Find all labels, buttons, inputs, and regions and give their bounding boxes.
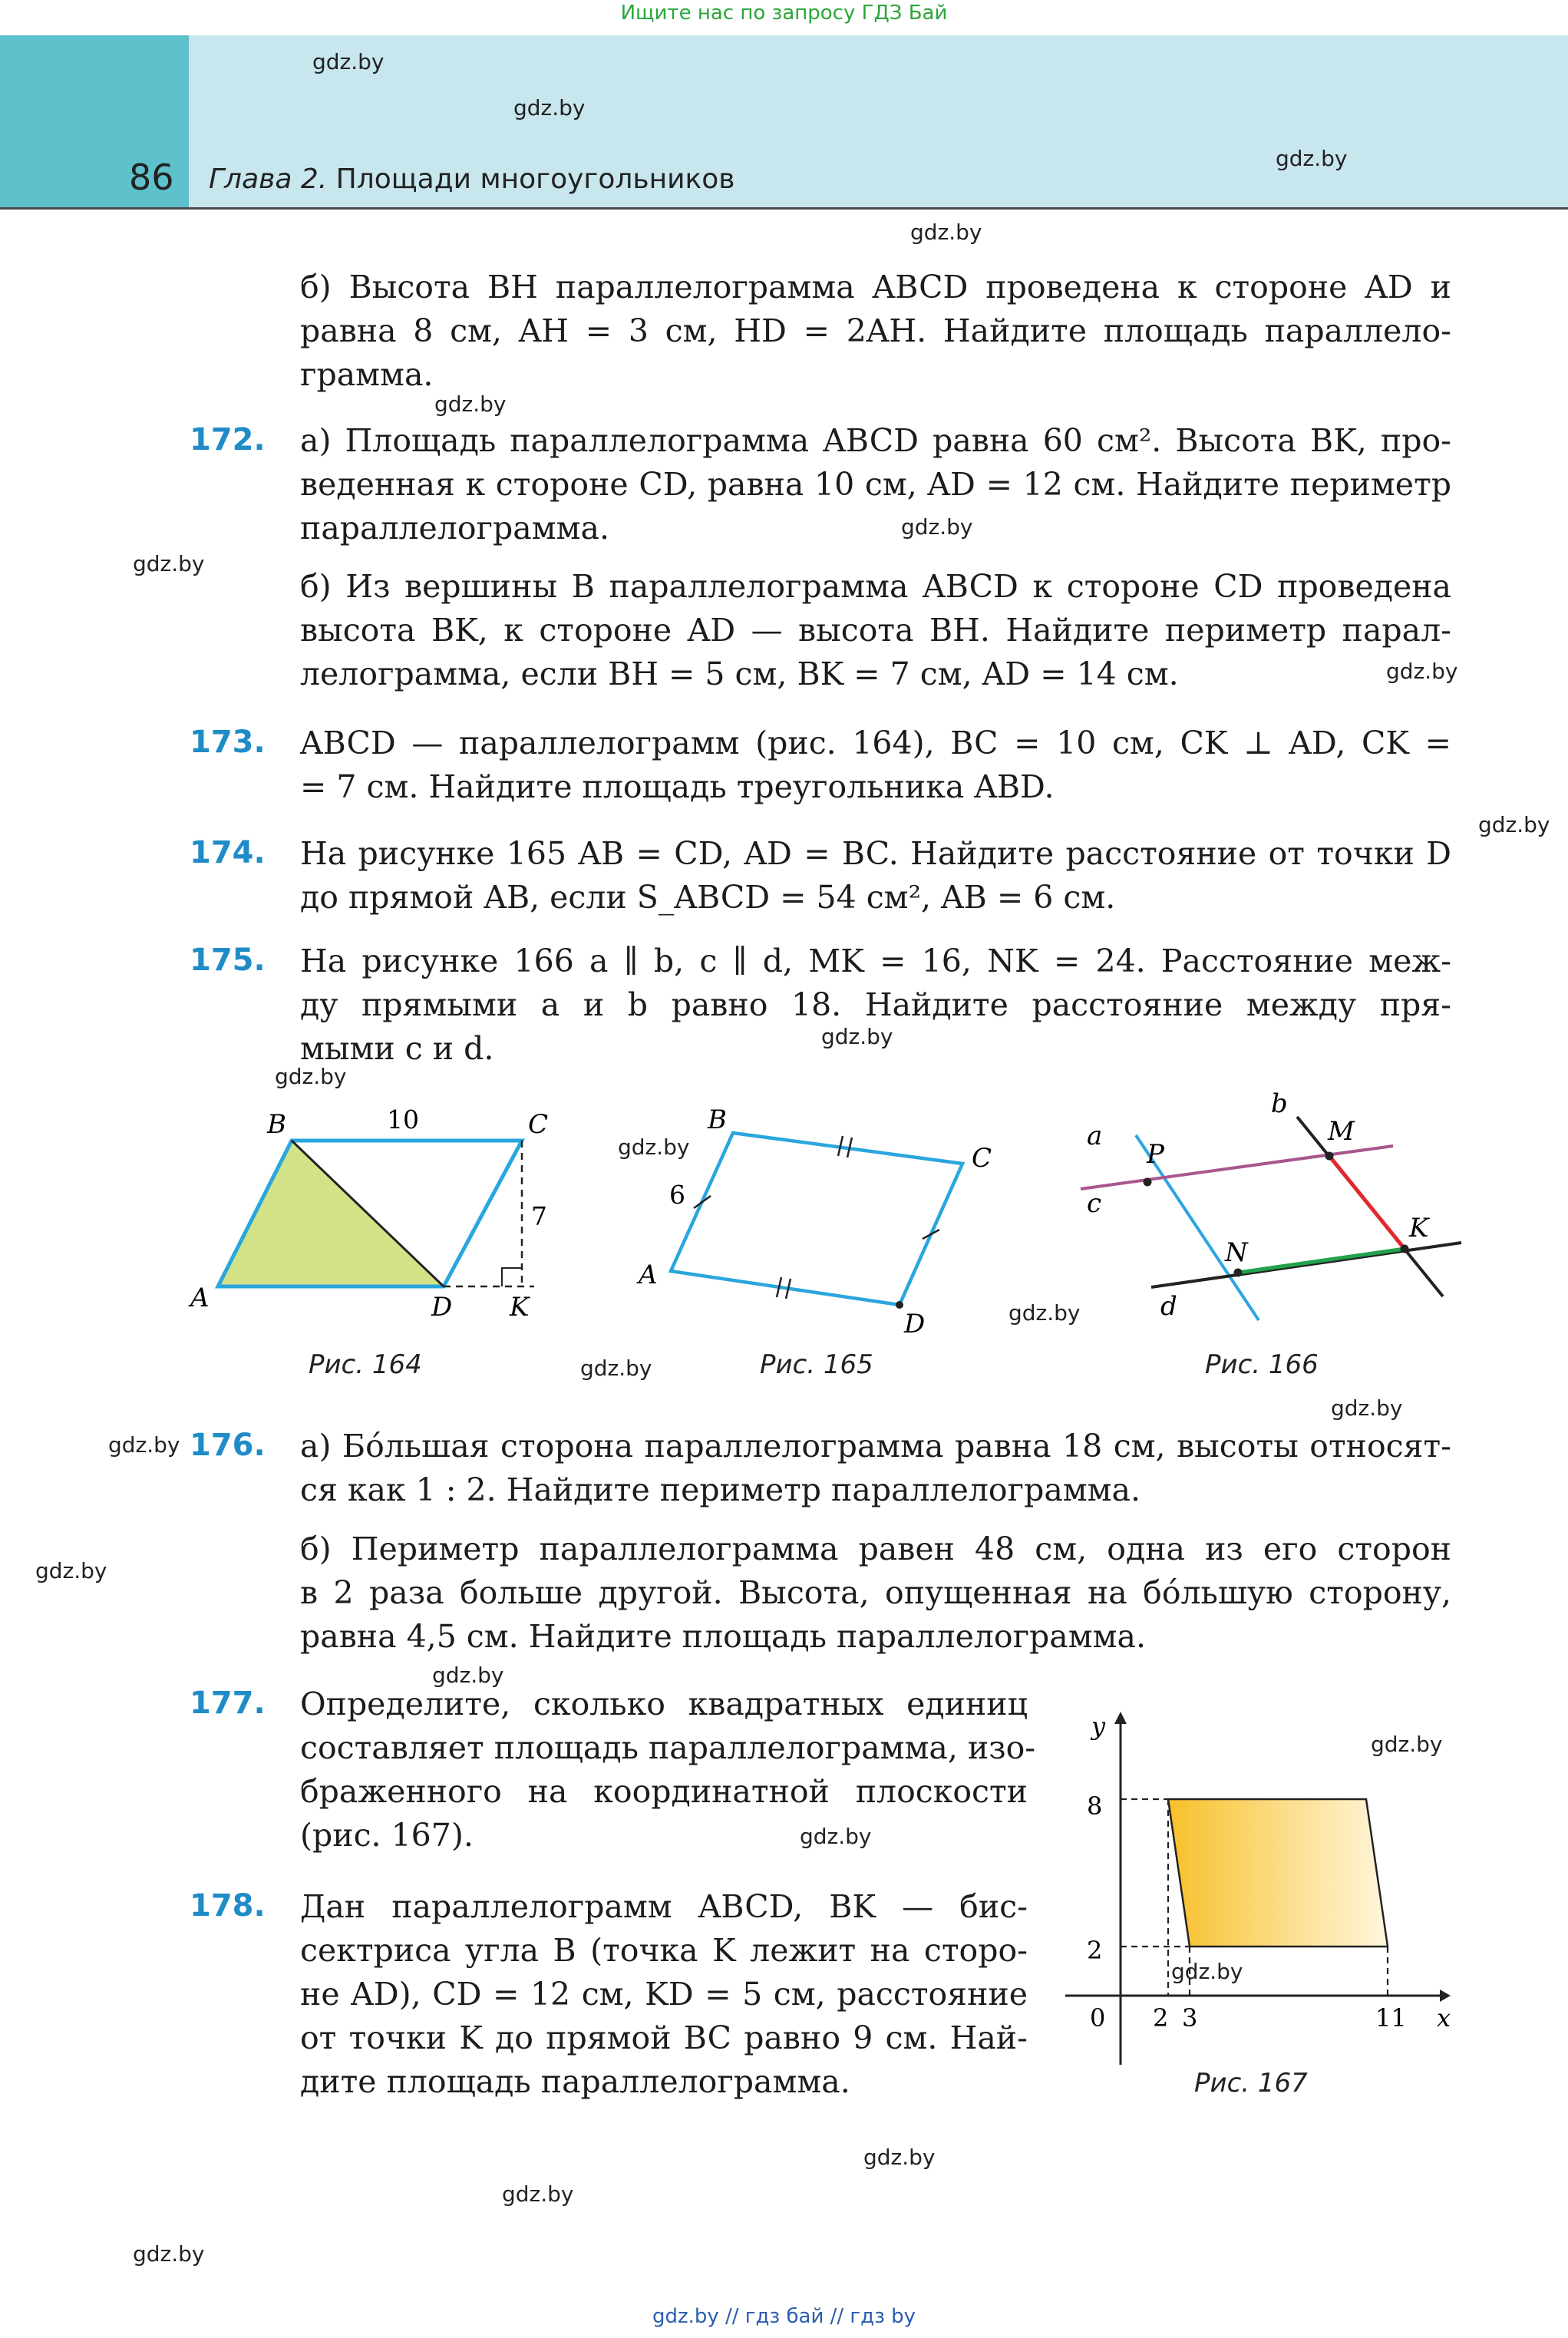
watermark: gdz.by [35,1558,107,1583]
watermark: gdz.by [1371,1732,1443,1757]
label-n: N [1225,1237,1248,1268]
text-line: б) Периметр параллелограмма равен 48 см, одна из его сторон [300,1531,1451,1567]
point-d [896,1301,903,1309]
text-line: грамма. [300,356,434,393]
text-line: не AD), CD = 12 см, KD = 5 см, расстояние [300,1976,1028,2013]
tick-y-8: 8 [1087,1791,1103,1821]
text-line: до прямой AB, если S_ABCD = 54 см², AB = 6 см. [300,879,1116,916]
label-d: D [431,1292,453,1323]
line-c [1081,1146,1393,1189]
line-d [1151,1243,1461,1287]
label-a: a [1087,1121,1103,1151]
figure-164 [184,1090,599,1336]
label-b: B [708,1105,727,1135]
watermark: gdz.by [1386,659,1458,684]
label-bc-length: 10 [387,1105,419,1134]
problem-173 [300,722,1451,809]
problem-number: 176. [190,1428,266,1463]
watermark: gdz.by [618,1134,690,1160]
top-banner[interactable]: Ищите нас по запросу ГДЗ Бай [620,2,948,25]
tick-x-11: 11 [1375,2003,1407,2033]
header-rule [0,207,1568,210]
text-line: в 2 раза больше другой. Высота, опущенная на бо́льшую сторону, [300,1574,1451,1611]
problem-172b [300,565,1451,696]
label-b: b [1271,1088,1288,1119]
text-line: высота BK, к стороне AD — высота BH. Найдите периметр парал- [300,612,1451,649]
triangle-abd [218,1141,444,1286]
text-line: равна 4,5 см. Найдите площадь параллелограмма. [300,1618,1146,1655]
x-axis-label: x [1437,2003,1451,2033]
label-ab-length: 6 [669,1180,685,1210]
tick-y-2: 2 [1087,1936,1103,1965]
segment-nk [1238,1249,1405,1273]
problem-175 [300,939,1451,1071]
problem-176a [300,1425,1451,1512]
watermark: gdz.by [821,1024,893,1049]
text-line: На рисунке 165 AB = CD, AD = BC. Найдите расстояние от точки D [300,835,1451,872]
text-line: ся как 1 : 2. Найдите периметр параллелограмма. [300,1471,1141,1508]
problem-171b [300,266,1451,397]
parallelogram-abcd [671,1133,962,1305]
problem-174 [300,832,1451,920]
tick-x-2: 2 [1153,2003,1169,2033]
text-line: (рис. 167). [300,1817,474,1854]
text-line: сектриса угла B (точка K лежит на сторо- [300,1932,1028,1969]
text-line: = 7 см. Найдите площадь треугольника ABD. [300,768,1055,805]
text-line: браженного на координатной плоскости [300,1773,1028,1810]
label-a: A [190,1283,210,1313]
text-line: мыми c и d. [300,1030,494,1067]
point-p [1144,1178,1152,1187]
problem-178 [300,1885,1028,2104]
problem-176b [300,1527,1451,1659]
label-a: A [639,1260,658,1290]
watermark: gdz.by [863,2145,936,2170]
text-line: а) Бо́льшая сторона параллелограмма равна 18 см, высоты относят- [300,1428,1451,1465]
watermark: gdz.by [133,551,205,576]
text-line: веденная к стороне CD, равна 10 см, AD = 12 см. Найдите периметр [300,466,1451,503]
watermark: gdz.by [1008,1300,1081,1326]
watermark: gdz.by [432,1663,504,1688]
watermark: gdz.by [1171,1959,1243,1984]
chapter-title [209,163,735,195]
chapter-name: Площади многоугольников [335,163,735,195]
right-angle-mark [502,1268,522,1286]
tick-origin: 0 [1090,2003,1106,2033]
figure-165-caption: Рис. 165 [760,1349,873,1380]
point-m [1325,1152,1334,1161]
label-b: B [267,1109,286,1140]
watermark: gdz.by [133,2241,205,2267]
text-line: Определите, сколько квадратных единиц [300,1686,1028,1722]
watermark: gdz.by [1331,1395,1403,1421]
watermark: gdz.by [1276,146,1348,171]
parallelogram [1168,1799,1388,1947]
problem-number: 174. [190,835,266,870]
label-d: D [904,1309,926,1339]
tick-x-3: 3 [1182,2003,1198,2033]
label-ck-length: 7 [531,1201,547,1231]
label-p: P [1147,1139,1164,1170]
text-line: На рисунке 166 a ∥ b, c ∥ d, MK = 16, NK = 24. Расстояние меж- [300,943,1451,979]
watermark: gdz.by [910,220,982,245]
problem-172a [300,419,1451,550]
text-line: лелограмма, если BH = 5 см, BK = 7 см, AD = 14 см. [300,655,1179,692]
y-axis-label: y [1091,1712,1106,1741]
text-line: от точки K до прямой BC равно 9 см. Най- [300,2019,1028,2056]
label-k: K [510,1292,530,1323]
figure-166 [1067,1086,1481,1339]
problem-number: 178. [190,1888,266,1924]
label-c: C [528,1109,549,1140]
x-axis-arrow [1440,1990,1451,2002]
figure-167 [1059,1704,1458,2088]
y-axis-arrow [1114,1712,1127,1724]
watermark: gdz.by [434,391,507,417]
figure-167-caption: Рис. 167 [1194,2068,1308,2099]
text-line: параллелограмма. [300,510,609,547]
label-k: K [1409,1213,1429,1243]
problem-number: 173. [190,725,266,760]
figure-165 [629,1098,1013,1343]
problem-177 [300,1683,1036,1858]
problem-number: 177. [190,1686,266,1721]
watermark: gdz.by [312,49,385,74]
footer-links[interactable]: gdz.by // гдз бай // гдз by [652,2305,916,2328]
label-c: c [1087,1188,1102,1219]
text-line: дите площадь параллелограмма. [300,2063,850,2100]
text-line: Дан параллелограмм ABCD, BK — бис- [300,1888,1028,1925]
watermark: gdz.by [275,1064,347,1089]
point-k [1401,1245,1409,1253]
text-line: а) Площадь параллелограмма ABCD равна 60 см². Высота BK, про- [300,422,1451,459]
text-line: ABCD — параллелограмм (рис. 164), BC = 10 см, CK ⊥ AD, CK = [300,725,1451,761]
label-c: C [972,1143,992,1174]
chapter-prefix: Глава 2. [209,163,328,195]
watermark: gdz.by [800,1824,872,1849]
watermark: gdz.by [1478,812,1550,837]
watermark: gdz.by [108,1432,180,1458]
text-line: б) Из вершины B параллелограмма ABCD к стороне CD проведена [300,568,1451,605]
problem-number: 172. [190,422,266,457]
text-line: ду прямыми a и b равно 18. Найдите расстояние между пря- [300,986,1451,1023]
watermark: gdz.by [502,2181,574,2207]
figure-164-caption: Рис. 164 [309,1349,422,1380]
label-m: M [1328,1116,1355,1147]
label-d: d [1160,1291,1177,1322]
figure-166-caption: Рис. 166 [1205,1349,1319,1380]
point-n [1234,1269,1243,1277]
watermark: gdz.by [513,95,586,121]
segment-mk [1329,1156,1405,1249]
watermark: gdz.by [580,1356,652,1381]
page-number: 86 [129,157,174,198]
problem-number: 175. [190,943,266,978]
text-line: составляет площадь параллелограмма, изо- [300,1729,1036,1766]
text-line: б) Высота BH параллелограмма ABCD проведена к стороне AD и [300,269,1451,305]
text-line: равна 8 см, AH = 3 см, HD = 2AH. Найдите площадь параллело- [300,312,1451,349]
watermark: gdz.by [901,514,973,540]
